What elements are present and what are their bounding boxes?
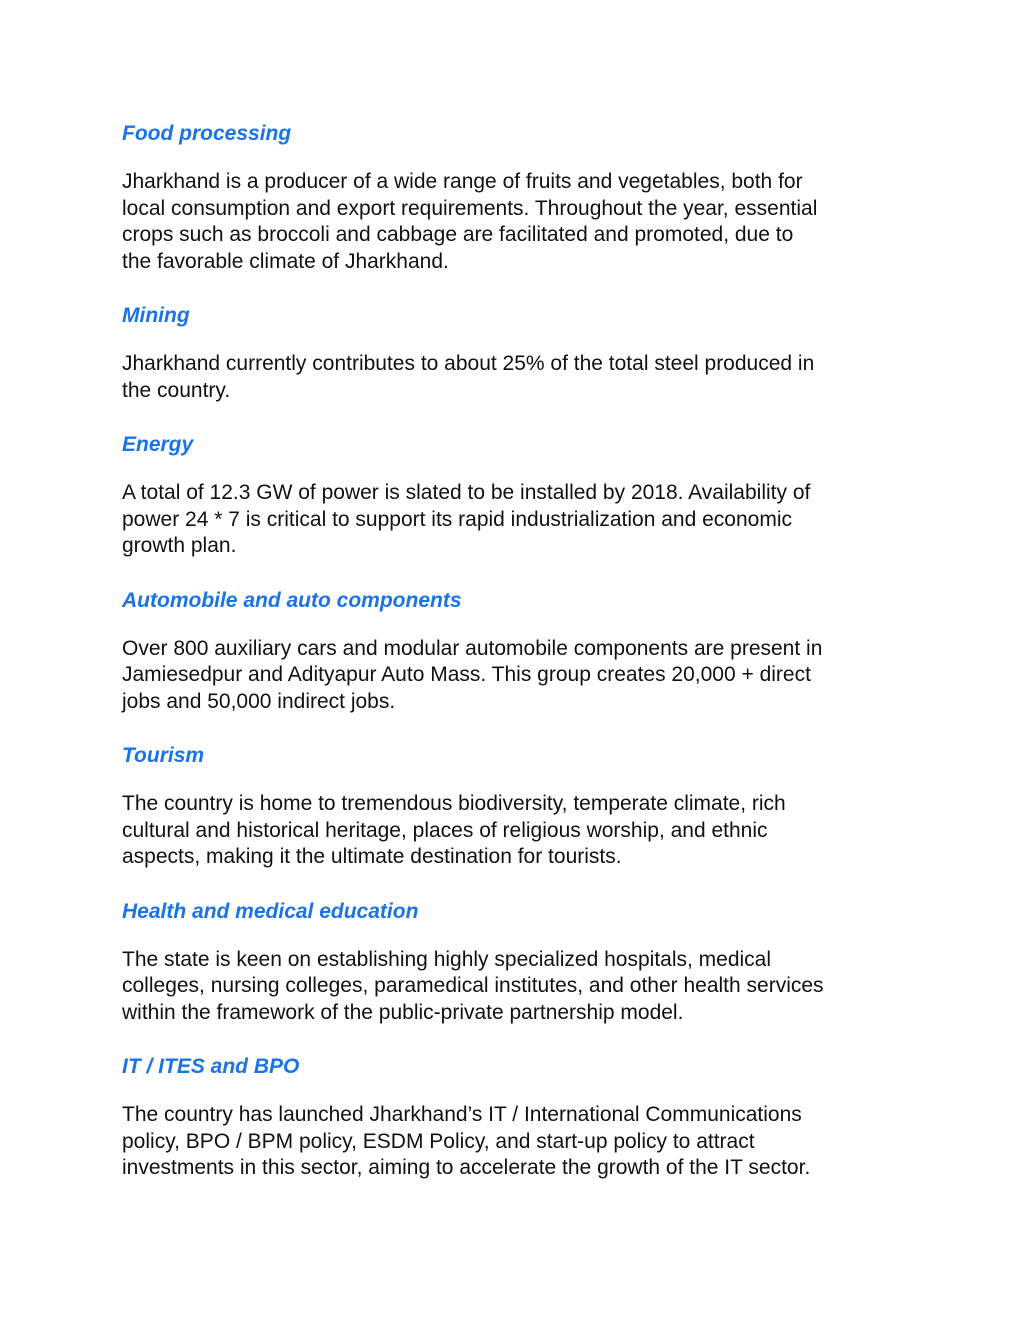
section-paragraph	[122, 791, 922, 871]
section-energy	[122, 432, 922, 560]
paragraph-line: Over 800 auxiliary cars and modular automobile components are present in	[122, 636, 823, 660]
section-heading: IT / ITES and BPO	[122, 1055, 300, 1078]
section-heading: Food processing	[122, 122, 292, 145]
paragraph-line: jobs and 50,000 indirect jobs.	[122, 689, 396, 713]
document-page	[122, 121, 922, 1210]
paragraph-line: The state is keen on establishing highly specialized hospitals, medical	[122, 947, 772, 971]
paragraph-line: cultural and historical heritage, places of religious worship, and ethnic	[122, 818, 768, 842]
section-paragraph	[122, 636, 922, 716]
section-mining	[122, 303, 922, 404]
paragraph-line: colleges, nursing colleges, paramedical institutes, and other health services	[122, 974, 824, 997]
paragraph-line: aspects, making it the ultimate destination for tourists.	[122, 845, 622, 868]
paragraph-line: Jamiesedpur and Adityapur Auto Mass. This group creates 20,000 + direct	[122, 663, 811, 686]
paragraph-line: The country is home to tremendous biodiversity, temperate climate, rich	[122, 792, 786, 815]
paragraph-line: Jharkhand is a producer of a wide range of fruits and vegetables, both for	[122, 170, 803, 193]
paragraph-line: Jharkhand currently contributes to about 25% of the total steel produced in	[122, 352, 815, 375]
paragraph-line: the favorable climate of Jharkhand.	[122, 249, 449, 273]
paragraph-line: growth plan.	[122, 534, 237, 557]
paragraph-line: policy, BPO / BPM policy, ESDM Policy, and start-up policy to attract	[122, 1129, 755, 1153]
section-it-ites-bpo	[122, 1054, 922, 1182]
paragraph-line: A total of 12.3 GW of power is slated to be installed by 2018. Availability of	[122, 481, 811, 504]
paragraph-line: local consumption and export requirements. Throughout the year, essential	[122, 196, 818, 220]
section-paragraph	[122, 351, 922, 404]
section-paragraph	[122, 1102, 922, 1182]
paragraph-line: power 24 * 7 is critical to support its rapid industrialization and economic	[122, 507, 793, 531]
section-heading: Tourism	[122, 744, 205, 767]
paragraph-line: The country has launched Jharkhand’s IT / International Communications	[122, 1103, 802, 1126]
section-paragraph	[122, 947, 922, 1027]
section-heading: Mining	[122, 304, 190, 327]
paragraph-line: within the framework of the public-private partnership model.	[122, 1000, 684, 1024]
section-automobile	[122, 588, 922, 716]
section-paragraph	[122, 480, 922, 560]
section-heading: Automobile and auto components	[122, 588, 462, 612]
paragraph-line: investments in this sector, aiming to accelerate the growth of the IT sector.	[122, 1156, 811, 1179]
section-health	[122, 899, 922, 1027]
section-heading: Energy	[122, 433, 194, 456]
section-tourism	[122, 743, 922, 871]
paragraph-line: crops such as broccoli and cabbage are facilitated and promoted, due to	[122, 223, 794, 246]
paragraph-line: the country.	[122, 378, 231, 402]
section-food-processing	[122, 121, 922, 275]
section-paragraph	[122, 169, 922, 275]
section-heading: Health and medical education	[122, 899, 419, 923]
